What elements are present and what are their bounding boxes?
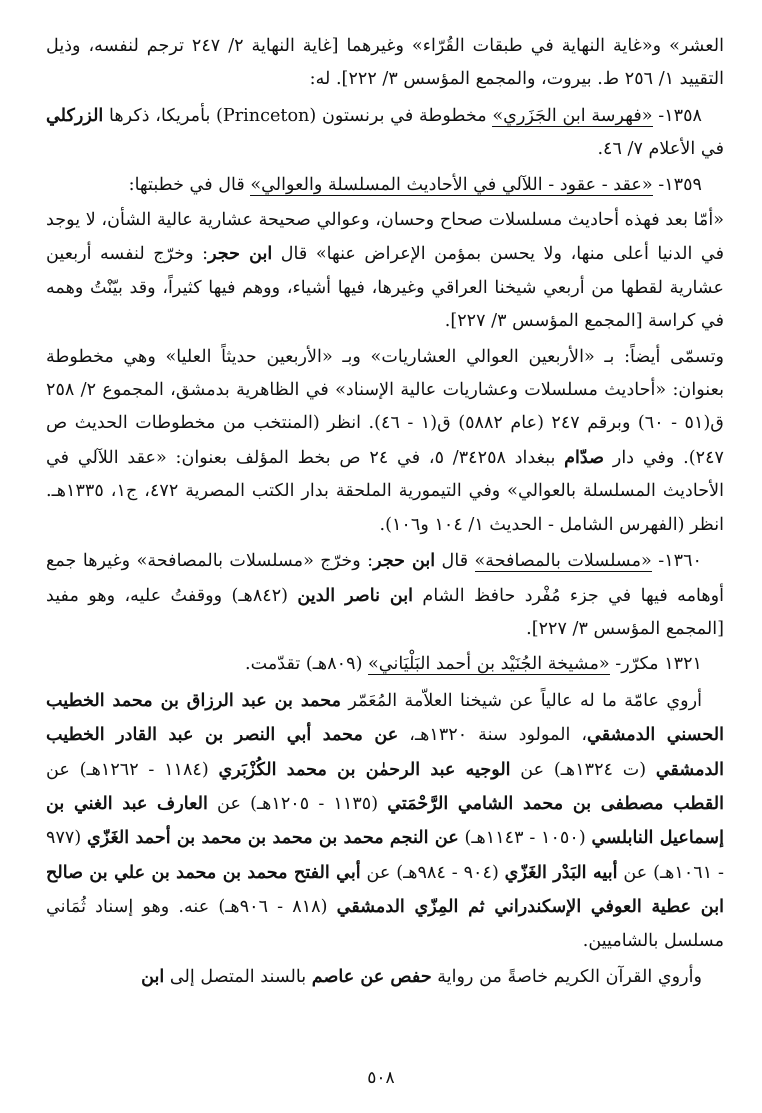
entry-1358: ١٣٥٨- «فهرسة ابن الجَزَري» مخطوطة في برنستون (Princeton) بأمريكا، ذكرها الزركلي في الأعلام ٧/ ٤٦. [46, 104, 724, 160]
entry-1359: ١٣٥٩- «عقد - عقود - اللآلي في الأحاديث المسلسلة والعوالي» قال في خطبتها: [128, 174, 702, 195]
entry-title: «مسلسلات بالمصافحة» [474, 551, 652, 572]
page-body [46, 30, 724, 994]
entry-1359-quote: «أمّا بعد فهذه أحاديث مسلسلات صحاح وحسان، وعوالي صحيحة عشارية عالية الشأن، لا يوجد في الدنيا أعلى منها، ولا يحسن بمؤمن الإعراض عنها» قال ابن حجر: وخرّج لنفسه أربعين عشارية لقطها من أربعي شيخنا العراقي وغيرها، فيها أشياء، ووهم فيها كثيراً، وقد بيّنْتُ وهمه في كراسة [المجمع المؤسس ٣/ ٢٢٧]. [46, 210, 724, 332]
entry-1359-manuscripts: وتسمّى أيضاً: بـ «الأربعين العوالي العشاريات» وبـ «الأربعين حديثاً العليا» وهي مخطوطة بعنوان: «أحاديث مسلسلات وعشاريات عالية الإسناد» في الظاهرية بدمشق، المجموع ٢/ ٢٥٨ ق(٥١ - ٦٠) وبرقم ٢٤٧ (عام ٥٨٨٢) ق(١ - ٤٦). انظر (المنتخب من مخطوطات الحديث ص ٢٤٧). وفي دار صدّام ببغداد ٣٤٢٥٨/ ٥، في ٢٤ ص بخط المؤلف بعنوان: «عقد اللآلي في الأحاديث المسلسلة بالعوالي» وفي التيمورية الملحقة بدار الكتب المصرية ٤٧٢، ج١، ١٣٣٥هـ. انظر (الفهرس الشامل - الحديث ١/ ١٠٤ و١٠٦). [46, 346, 725, 535]
quran-transmission: وأروي القرآن الكريم خاصةً من رواية حفص عن عاصم بالسند المتصل إلى ابن [141, 965, 702, 987]
entry-1321-repeat: ١٣٢١ مكرّر- «مشيخة الجُنَيْد بن أحمد البَلْيَاني» (٨٠٩هـ) تقدّمت. [245, 654, 702, 675]
page-number: ٥٠٨ [367, 1068, 395, 1088]
continuation-paragraph: العشر» و«غاية النهاية في طبقات القُرّاء» وغيرهما [غاية النهاية ٢/ ٢٤٧ ترجم لنفسه، وذيل التقييد ١/ ٢٥٦ ط. بيروت، والمجمع المؤسس ٣/ ٢٢٢]. له: [46, 36, 724, 90]
entry-title: «عقد - عقود - اللآلي في الأحاديث المسلسلة والعوالي» [250, 174, 653, 195]
entry-1360: ١٣٦٠- «مسلسلات بالمصافحة» قال ابن حجر: وخرّج «مسلسلات بالمصافحة» وغيرها جمع أوهامه فيها في جزء مُفْرد حافظ الشام ابن ناصر الدين (٨٤٢هـ) ووقفتُ عليه، وهو مفيد [المجمع المؤسس ٣/ ٢٢٧]. [46, 550, 725, 639]
entry-title: «مشيخة الجُنَيْد بن أحمد البَلْيَاني» [368, 654, 610, 675]
chain-of-transmission: أروي عامّة ما له عالياً عن شيخنا العلاّمة المُعَمّر محمد بن عبد الرزاق بن محمد الخطيب الحسني الدمشقي، المولود سنة ١٣٢٠هـ، عن محمد أبي النصر بن عبد القادر الخطيب الدمشقي (ت ١٣٢٤هـ) عن الوجيه عبد الرحمٰن بن محمد الكُزْبَري (١١٨٤ - ١٢٦٢هـ) عن القطب مصطفى بن محمد الشامي الرَّحْمَتي (١١٣٥ - ١٢٠٥هـ) عن العارف عبد الغني بن إسماعيل النابلسي (١٠٥٠ - ١١٤٣هـ) عن النجم محمد بن محمد بن محمد بن أحمد الغَزّي (٩٧٧ - ١٠٦١هـ) عن أبيه البَدْر الغَزّي (٩٠٤ - ٩٨٤هـ) عن أبي الفتح محمد بن محمد بن علي بن صالح ابن عطية العوفي الإسكندراني ثم المِزّي الدمشقي (٨١٨ - ٩٠٦هـ) عنه. وهو إسناد ثُمَاني مسلسل بالشاميين. [46, 689, 725, 951]
entry-title: «فهرسة ابن الجَزَري» [492, 105, 653, 126]
